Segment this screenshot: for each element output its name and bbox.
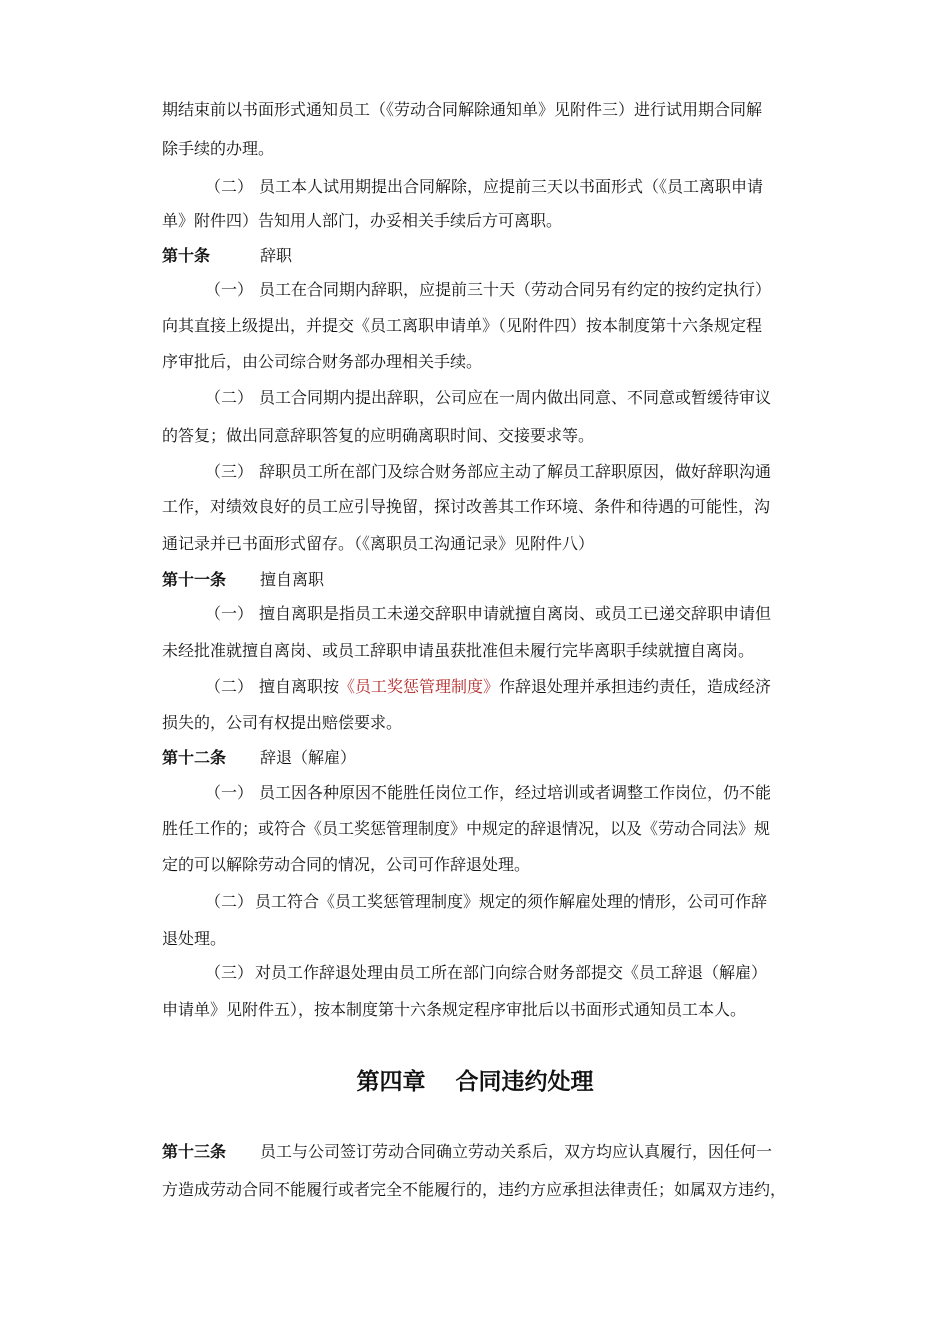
text: 员工在合同期内辞职，应提前三十天（劳动合同另有约定的按约定执行） xyxy=(259,280,772,299)
paragraph-line xyxy=(162,819,812,839)
paragraph-line xyxy=(162,855,812,875)
article-heading xyxy=(162,570,812,590)
text: 员工因各种原因不能胜任岗位工作，经过培训或者调整工作岗位，仍不能 xyxy=(259,783,772,802)
paragraph-line xyxy=(162,641,812,661)
text: 申请单》见附件五），按本制度第十六条规定程序审批后以书面形式通知员工本人。 xyxy=(162,1000,747,1019)
paragraph-line xyxy=(162,497,812,517)
text: 方造成劳动合同不能履行或者完全不能履行的，违约方应承担法律责任；如属双方违约， xyxy=(162,1180,787,1199)
article-number: 第十条 xyxy=(162,246,211,265)
paragraph-line xyxy=(162,1000,812,1020)
clause-label: （二） xyxy=(205,892,254,911)
text: 单》附件四）告知用人部门，办妥相关手续后方可离职。 xyxy=(162,211,563,230)
clause-label: （一） xyxy=(205,783,254,802)
text: 损失的，公司有权提出赔偿要求。 xyxy=(162,713,403,732)
text: 定的可以解除劳动合同的情况，公司可作辞退处理。 xyxy=(162,855,531,874)
clause-line xyxy=(205,388,815,408)
clause-line xyxy=(205,280,815,300)
article-heading xyxy=(162,1142,812,1162)
text: 员工本人试用期提出合同解除，应提前三天以书面形式（《员工离职申请 xyxy=(259,177,764,196)
clause-label: （二） xyxy=(205,388,254,407)
clause-line xyxy=(205,462,815,482)
article-heading xyxy=(162,246,812,266)
article-number: 第十一条 xyxy=(162,570,227,589)
paragraph-line xyxy=(162,316,812,336)
paragraph-line xyxy=(162,534,812,554)
clause-label: （二） xyxy=(205,177,254,196)
paragraph-line xyxy=(162,1180,812,1200)
clause-label: （一） xyxy=(205,280,254,299)
clause-line xyxy=(205,604,815,624)
text: 胜任工作的；或符合《员工奖惩管理制度》中规定的辞退情况，以及《劳动合同法》规 xyxy=(162,819,771,838)
paragraph-line xyxy=(162,426,812,446)
text: 员工符合《员工奖惩管理制度》规定的须作解雇处理的情形，公司可作辞 xyxy=(255,892,768,911)
regulation-link[interactable]: 《员工奖惩管理制度》 xyxy=(339,677,500,696)
clause-line xyxy=(205,963,815,983)
paragraph-line xyxy=(162,929,812,949)
clause-label: （一） xyxy=(205,604,254,623)
paragraph-line xyxy=(162,211,812,231)
text: 未经批准就擅自离岗、或员工辞职申请虽获批准但未履行完毕离职手续就擅自离岗。 xyxy=(162,641,755,660)
text: 向其直接上级提出，并提交《员工离职申请单》（见附件四）按本制度第十六条规定程 xyxy=(162,316,763,335)
clause-line xyxy=(205,783,815,803)
text: 擅自离职是指员工未递交辞职申请就擅自离岗、或员工已递交辞职申请但 xyxy=(259,604,772,623)
text: 通记录并已书面形式留存。（《离职员工沟通记录》见附件八） xyxy=(162,534,595,553)
text: 员工与公司签订劳动合同确立劳动关系后，双方均应认真履行，因任何一 xyxy=(260,1142,773,1161)
text: 的答复；做出同意辞职答复的应明确离职时间、交接要求等。 xyxy=(162,426,595,445)
text: 员工合同期内提出辞职，公司应在一周内做出同意、不同意或暂缓待审议 xyxy=(259,388,772,407)
article-number: 第十二条 xyxy=(162,748,227,767)
clause-label: （三） xyxy=(205,963,254,982)
text: 除手续的办理。 xyxy=(162,139,275,158)
paragraph-line xyxy=(162,100,812,120)
text: 序审批后，由公司综合财务部办理相关手续。 xyxy=(162,352,483,371)
chapter-number: 第四章 xyxy=(356,1069,426,1095)
paragraph-line xyxy=(162,352,812,372)
article-number: 第十三条 xyxy=(162,1142,227,1161)
article-heading xyxy=(162,748,812,768)
chapter-title: 合同违约处理 xyxy=(455,1069,594,1095)
text: 辞职员工所在部门及综合财务部应主动了解员工辞职原因，做好辞职沟通 xyxy=(259,462,772,481)
paragraph-line xyxy=(162,713,812,733)
article-title: 辞职 xyxy=(260,246,293,265)
article-title: 擅自离职 xyxy=(260,570,325,589)
text: 擅自离职按 xyxy=(259,677,340,696)
clause-label: （三） xyxy=(205,462,254,481)
text: 对员工作辞退处理由员工所在部门向综合财务部提交《员工辞退（解雇） xyxy=(255,963,768,982)
clause-label: （二） xyxy=(205,677,254,696)
clause-line xyxy=(205,677,815,697)
article-title: 辞退（解雇） xyxy=(260,748,357,767)
chapter-heading xyxy=(0,1068,950,1096)
paragraph-line xyxy=(162,139,812,159)
text: 退处理。 xyxy=(162,929,227,948)
text: 作辞退处理并承担违约责任，造成经济 xyxy=(499,677,772,696)
clause-line xyxy=(205,177,815,197)
clause-line xyxy=(205,892,815,912)
text: 期结束前以书面形式通知员工（《劳动合同解除通知单》见附件三）进行试用期合同解 xyxy=(162,100,763,119)
text: 工作，对绩效良好的员工应引导挽留，探讨改善其工作环境、条件和待遇的可能性，沟 xyxy=(162,497,771,516)
